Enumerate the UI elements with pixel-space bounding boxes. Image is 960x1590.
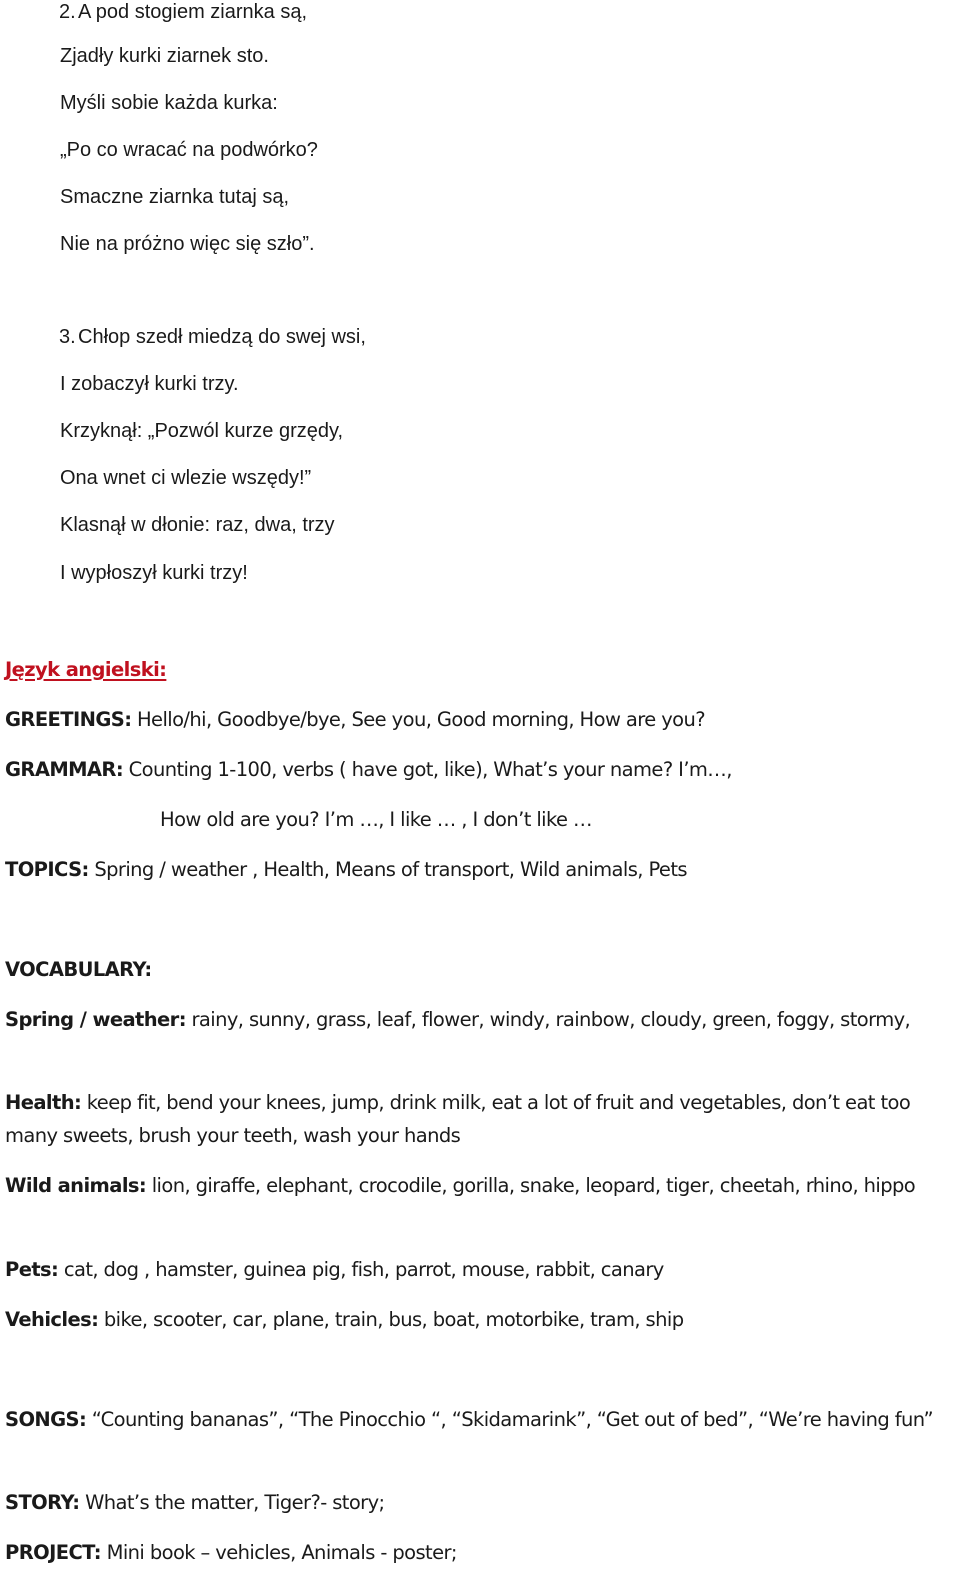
- poem-verse3-line-6: I wypłoszył kurki trzy!: [60, 562, 248, 584]
- project-label: PROJECT:: [5, 1541, 102, 1564]
- poem-verse3-line-5: Klasnął w dłonie: raz, dwa, trzy: [60, 514, 335, 536]
- poem-verse3-line-1: [60, 325, 366, 349]
- vocab-pets-text: cat, dog , hamster, guinea pig, fish, parrot, mouse, rabbit, canary: [58, 1258, 664, 1281]
- project-line: [5, 1541, 457, 1565]
- poem-verse2-line-2: Zjadły kurki ziarnek sto.: [60, 45, 269, 67]
- story-text: What’s the matter, Tiger?- story;: [79, 1491, 385, 1514]
- vocab-pets: [5, 1258, 664, 1282]
- vocab-vehicles-text: bike, scooter, car, plane, train, bus, boat, motorbike, tram, ship: [98, 1308, 684, 1331]
- story-label: STORY:: [5, 1491, 80, 1514]
- vocab-spring-label: Spring / weather:: [5, 1008, 186, 1031]
- grammar-line: [5, 758, 732, 782]
- poem-verse2-line-3: Myśli sobie każda kurka:: [60, 92, 278, 114]
- vocabulary-heading: [5, 958, 152, 982]
- vocabulary-heading-text: VOCABULARY:: [5, 958, 152, 981]
- greetings-label: GREETINGS:: [5, 708, 132, 731]
- songs-text: “Counting bananas”, “The Pinocchio “, “Skidamarink”, “Get out of bed”, “We’re having fun”: [86, 1408, 933, 1431]
- songs-line: [5, 1403, 940, 1436]
- verse-number: 2.: [59, 1, 76, 23]
- topics-line: [5, 858, 687, 882]
- greetings-line: [5, 708, 705, 732]
- poem-verse2-line-6: Nie na próżno więc się szło”.: [60, 233, 315, 255]
- grammar-label: GRAMMAR:: [5, 758, 124, 781]
- vocab-vehicles: [5, 1308, 683, 1332]
- topics-label: TOPICS:: [5, 858, 89, 881]
- verse-number: 3.: [59, 326, 76, 348]
- greetings-text: Hello/hi, Goodbye/bye, See you, Good morning, How are you?: [131, 708, 706, 731]
- vocab-wild-text: lion, giraffe, elephant, crocodile, gorilla, snake, leopard, tiger, cheetah, rhino, hippo: [146, 1174, 916, 1197]
- poem-verse2-line-1: [60, 0, 307, 24]
- story-line: [5, 1491, 385, 1515]
- english-heading-text: Język angielski:: [5, 658, 167, 681]
- songs-label: SONGS:: [5, 1408, 87, 1431]
- poem-verse3-line-3: Krzyknął: „Pozwól kurze grzędy,: [60, 420, 344, 442]
- vocab-spring: [5, 1003, 940, 1036]
- grammar-line-2: How old are you? I’m …, I like … , I don’t like …: [160, 808, 592, 831]
- vocab-spring-text: rainy, sunny, grass, leaf, flower, windy, rainbow, cloudy, green, foggy, stormy,: [185, 1008, 911, 1031]
- vocab-vehicles-label: Vehicles:: [5, 1308, 99, 1331]
- vocab-health-label: Health:: [5, 1091, 82, 1114]
- poem-verse3-line-2: I zobaczył kurki trzy.: [60, 373, 239, 395]
- poem-verse2-line-5: Smaczne ziarnka tutaj są,: [60, 186, 289, 208]
- poem-verse2-line-4: „Po co wracać na podwórko?: [60, 139, 318, 161]
- vocab-health: [5, 1086, 940, 1152]
- poem-line-text: Chłop szedł miedzą do swej wsi,: [78, 326, 366, 348]
- english-heading: [5, 658, 166, 682]
- vocab-wild-animals: [5, 1169, 940, 1202]
- poem-verse3-line-4: Ona wnet ci wlezie wszędy!”: [60, 467, 312, 489]
- grammar-text: Counting 1-100, verbs ( have got, like), What’s your name? I’m…,: [123, 758, 732, 781]
- topics-text: Spring / weather , Health, Means of transport, Wild animals, Pets: [88, 858, 687, 881]
- vocab-pets-label: Pets:: [5, 1258, 59, 1281]
- vocab-health-text: keep fit, bend your knees, jump, drink milk, eat a lot of fruit and vegetables, don’t eat too many sweets, brush your teeth, wash your hands: [5, 1091, 911, 1147]
- project-text: Mini book – vehicles, Animals - poster;: [101, 1541, 457, 1564]
- poem-line-text: A pod stogiem ziarnka są,: [78, 1, 308, 23]
- vocab-wild-label: Wild animals:: [5, 1174, 147, 1197]
